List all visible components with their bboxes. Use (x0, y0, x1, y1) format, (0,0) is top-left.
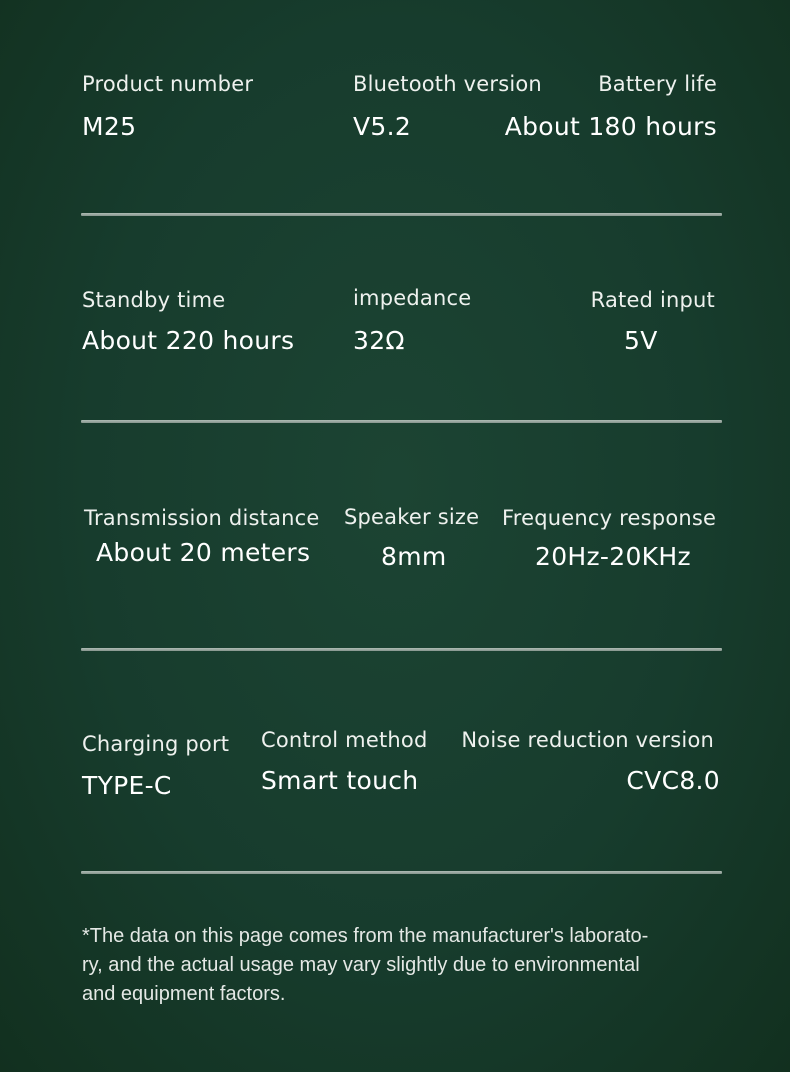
speaker-size-value: 8mm (381, 542, 447, 571)
product-number-label: Product number (82, 72, 254, 96)
product-number-value: M25 (82, 112, 137, 141)
control-method-value: Smart touch (261, 766, 419, 795)
impedance-value: 32Ω (353, 326, 405, 355)
rated-input-value: 5V (624, 326, 658, 355)
divider (81, 420, 722, 423)
impedance-label: impedance (353, 286, 472, 310)
standby-time-value: About 220 hours (82, 326, 295, 355)
divider (81, 648, 722, 651)
bluetooth-version-value: V5.2 (353, 112, 412, 141)
disclaimer-footnote: *The data on this page comes from the manufacturer's laborato- ry, and the actual usage may vary slightly due to environmental and equipment factors. (82, 925, 649, 1005)
rated-input-label: Rated input (590, 288, 715, 312)
battery-life-label: Battery life (598, 72, 717, 96)
battery-life-value: About 180 hours (504, 112, 717, 141)
control-method-label: Control method (261, 728, 428, 752)
frequency-response-value: 20Hz-20KHz (535, 542, 691, 571)
bluetooth-version-label: Bluetooth version (353, 72, 542, 96)
noise-reduction-version-label: Noise reduction version (461, 728, 714, 752)
charging-port-value: TYPE-C (82, 771, 172, 800)
divider (81, 871, 722, 874)
standby-time-label: Standby time (82, 288, 226, 312)
frequency-response-label: Frequency response (502, 506, 717, 530)
speaker-size-label: Speaker size (344, 505, 480, 529)
noise-reduction-version-value: CVC8.0 (626, 766, 720, 795)
transmission-distance-label: Transmission distance (84, 506, 320, 530)
divider (81, 213, 722, 216)
transmission-distance-value: About 20 meters (96, 538, 311, 567)
charging-port-label: Charging port (82, 732, 230, 756)
